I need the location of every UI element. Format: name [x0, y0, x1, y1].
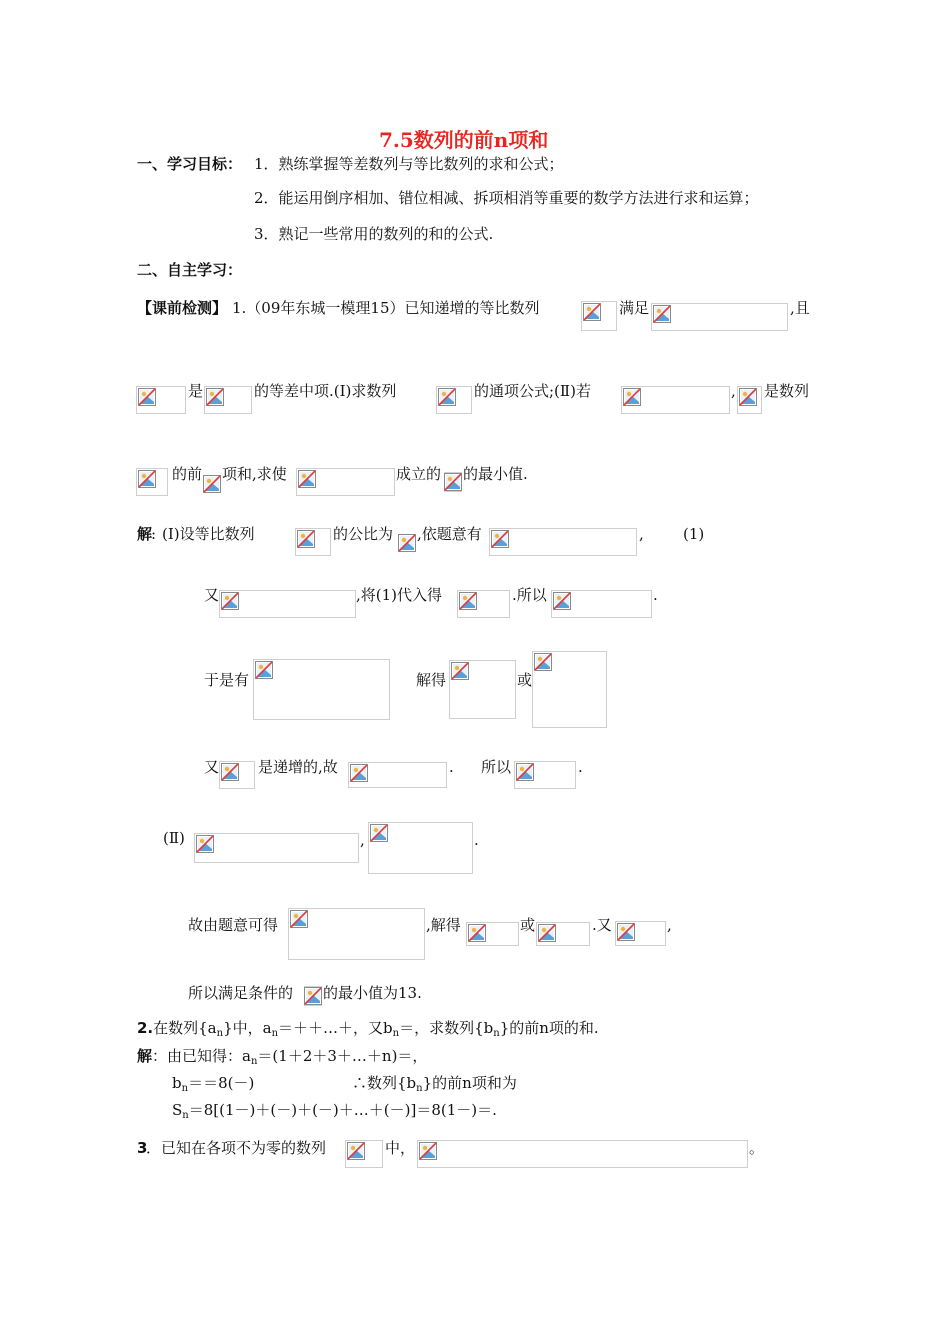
sol2-text: S: [172, 1101, 183, 1119]
formula-image: [304, 986, 322, 1006]
page-title: 7.5数列的前n项和: [379, 128, 549, 152]
q1-text: 成立的: [396, 465, 442, 483]
formula-image: [296, 468, 395, 496]
sol1-text: 故由题意可得: [188, 916, 279, 934]
q2-text: 在数列{a: [153, 1019, 217, 1037]
sol1-text: 又: [204, 758, 220, 776]
broken-image-icon: [297, 530, 315, 548]
q1-text: 的前: [172, 465, 203, 483]
q2-text: ＝，求数列{b: [399, 1019, 494, 1037]
subscript: n: [182, 1110, 189, 1121]
sol1-text: 所以: [481, 758, 512, 776]
formula-image: [444, 472, 462, 492]
formula-image: [253, 659, 390, 720]
broken-image-icon: [206, 388, 224, 406]
sol2-line: [352, 1073, 517, 1099]
subscript: n: [181, 1083, 189, 1094]
formula-image: [466, 922, 519, 946]
sol1-text: 解得: [416, 671, 447, 689]
broken-image-icon: [138, 388, 156, 406]
q1-text: 是数列: [764, 382, 810, 400]
q2-text: ＝＋＋…＋，又b: [278, 1019, 393, 1037]
broken-image-icon: [347, 1142, 365, 1160]
broken-image-icon: [553, 592, 571, 610]
goal-item: 1．熟练掌握等差数列与等比数列的求和公式；: [254, 155, 564, 173]
formula-image: [417, 1140, 748, 1168]
sol2-line: [172, 1073, 254, 1099]
formula-image: [219, 590, 356, 618]
q1-tag: 【课前检测】: [137, 299, 228, 317]
subscript: n: [216, 1028, 224, 1039]
broken-image-icon: [304, 987, 322, 1005]
formula-image: [615, 921, 666, 946]
sol1-text: ,依题意有: [417, 525, 482, 543]
q3-text: ．已知在各项不为零的数列: [146, 1139, 327, 1157]
broken-image-icon: [370, 824, 388, 842]
q1-text: ,: [731, 382, 736, 400]
sol2-text: ：由已知得：a: [152, 1047, 251, 1065]
broken-image-icon: [516, 763, 534, 781]
formula-image: [219, 761, 255, 789]
sol1-text: 所以满足条件的: [188, 984, 294, 1002]
sol2-text: ∴数列{b: [352, 1074, 417, 1092]
formula-image: [203, 475, 221, 493]
q2-number: 2.: [137, 1019, 154, 1037]
broken-image-icon: [350, 764, 368, 782]
q2-line: [137, 1018, 599, 1044]
formula-image: [204, 386, 252, 414]
broken-image-icon: [255, 661, 273, 679]
broken-image-icon: [538, 924, 556, 942]
broken-image-icon: [444, 473, 462, 491]
sol1-text: .又: [592, 916, 612, 934]
equation-number: (1): [683, 525, 705, 543]
broken-image-icon: [438, 388, 456, 406]
formula-image: [348, 762, 447, 788]
subscript: n: [250, 1056, 258, 1067]
broken-image-icon: [138, 470, 156, 488]
formula-image: [295, 528, 331, 556]
sol2-text: }的前n项和为: [422, 1074, 517, 1092]
formula-image: [514, 761, 576, 789]
sol1-text: (Ⅰ)设等比数列: [162, 525, 255, 543]
q1-text: 的通项公式;(Ⅱ)若: [474, 382, 591, 400]
sol2-text: ＝8[(1－)＋(－)＋(－)＋…＋(－)]＝8(1－)＝.: [188, 1101, 497, 1119]
q1-text: ,且: [790, 299, 810, 317]
broken-image-icon: [203, 475, 221, 493]
sol1-text: 于是有: [204, 671, 250, 689]
broken-image-icon: [617, 923, 635, 941]
broken-image-icon: [196, 835, 214, 853]
sol1-text: 或: [517, 671, 533, 689]
sol2-text: ＝(1＋2＋3＋…＋n)＝，: [257, 1047, 428, 1065]
sol1-text: .: [449, 758, 454, 776]
sol1-text: ,: [667, 916, 672, 934]
broken-image-icon: [290, 910, 308, 928]
sol1-text: ,: [360, 831, 365, 849]
sol1-text: 是递增的,故: [258, 758, 338, 776]
formula-image: [136, 468, 168, 496]
sol2-text: b: [172, 1074, 182, 1092]
formula-image: [551, 590, 652, 618]
broken-image-icon: [419, 1142, 437, 1160]
broken-image-icon: [459, 592, 477, 610]
q3-text: 。: [749, 1139, 765, 1157]
subscript: n: [392, 1028, 400, 1039]
solution-label: 解: [137, 1047, 153, 1065]
q3-number: 3: [137, 1139, 148, 1157]
sol1-text: 又: [204, 586, 220, 604]
sol1-text: .: [578, 758, 583, 776]
formula-image: [457, 590, 510, 618]
formula-image: [368, 822, 473, 874]
sol2-line: [172, 1100, 497, 1126]
formula-image: [136, 386, 186, 414]
subscript: n: [416, 1083, 423, 1094]
sol1-text: (Ⅱ): [163, 829, 185, 847]
formula-image: [194, 833, 359, 863]
sol1-text: .: [474, 831, 479, 849]
q2-text: }中，a: [223, 1019, 272, 1037]
q1-text: 的最小值.: [463, 465, 528, 483]
formula-image: [737, 386, 762, 414]
sol1-text: 或: [520, 916, 536, 934]
formula-image: [581, 301, 617, 331]
broken-image-icon: [623, 388, 641, 406]
broken-image-icon: [468, 924, 486, 942]
formula-image: [398, 534, 416, 552]
formula-image: [536, 922, 590, 946]
q1-text: 项和,求使: [222, 465, 287, 483]
broken-image-icon: [398, 534, 416, 552]
sol1-text: ,: [639, 525, 644, 543]
q1-intro: 1.（09年东城一模理15）已知递增的等比数列: [232, 299, 540, 317]
sol1-text: 的公比为: [333, 525, 394, 543]
broken-image-icon: [221, 763, 239, 781]
q1-text: 的等差中项.(Ⅰ)求数列: [254, 382, 397, 400]
formula-image: [288, 908, 425, 960]
q3-text: 中，: [385, 1139, 416, 1157]
sol1-text: ,解得: [426, 916, 461, 934]
broken-image-icon: [653, 305, 671, 323]
broken-image-icon: [298, 470, 316, 488]
broken-image-icon: [534, 653, 552, 671]
sol1-text: .: [653, 586, 658, 604]
formula-image: [621, 386, 730, 414]
broken-image-icon: [583, 303, 601, 321]
sol1-text: :: [151, 525, 157, 543]
broken-image-icon: [739, 388, 757, 406]
sol2-text: ＝＝8(－): [188, 1074, 255, 1092]
goals-label: 一、学习目标：: [137, 155, 243, 173]
formula-image: [449, 660, 516, 719]
sol1-text: ,将(1)代入得: [356, 586, 443, 604]
formula-image: [436, 386, 472, 414]
formula-image: [345, 1140, 383, 1168]
solution-label: 解: [137, 525, 153, 543]
q2-text: }的前n项的和.: [499, 1019, 599, 1037]
formula-image: [489, 528, 637, 556]
goal-item: 2．能运用倒序相加、错位相减、拆项相消等重要的数学方法进行求和运算；: [254, 189, 759, 207]
subscript: n: [493, 1028, 500, 1039]
sol1-text: 的最小值为13.: [323, 984, 422, 1002]
sol2-line: [137, 1046, 427, 1072]
formula-image: [651, 303, 788, 331]
q1-text: 是: [188, 382, 204, 400]
formula-image: [532, 651, 607, 728]
self-study-label: 二、自主学习：: [137, 261, 243, 279]
broken-image-icon: [451, 662, 469, 680]
goal-item: 3．熟记一些常用的数列的和的公式.: [254, 225, 494, 243]
subscript: n: [271, 1028, 279, 1039]
sol1-text: .所以: [512, 586, 547, 604]
broken-image-icon: [491, 530, 509, 548]
broken-image-icon: [221, 592, 239, 610]
q1-text: 满足: [619, 299, 650, 317]
